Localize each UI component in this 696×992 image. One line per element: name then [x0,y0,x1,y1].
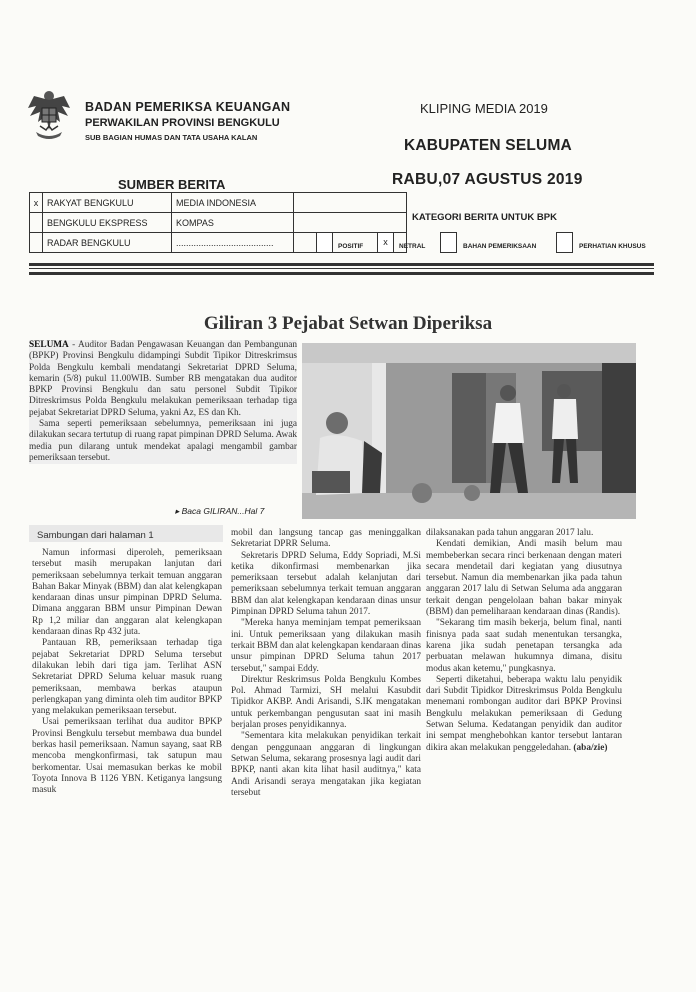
lead-paragraph: - Auditor Badan Pengawasan Keuangan dan Pembangunan (BPKP) Provinsi Bengkulu didampingi Subdit Tipikor Ditreskrimsus Polda Bengkulu kembali mendatangi Sekretariat DPRD Seluma, kemarin (5/8) pukul 11.00WIB. Sumber RB mengatakan dua auditor BPKP Provinsi Bengkulu dan satu personel Subdit Tipikor Ditreskrimsus Polda Bengkulu melakukan pemeriksaan terhadap tiga pejabat Sekretariat DPRD Seluma, yakni Az, ES dan Kh. [29,340,297,418]
garuda-emblem-logo [26,86,72,142]
category-title: KATEGORI BERITA UNTUK BPK [412,212,557,223]
body-paragraph: Kendati demikian, Andi masih belum mau membeberkan secara rinci berkenaan dengan materi secara mendetail dari kegiatan yang diusutnya tersebut. Namun dia membenarkan jika pada tahun anggaran 2017 lalu di Setwan Seluma ada anggaran terkait dengan pengelolaan bahan bakar minyak (BBM) dan pemeliharaan kendaraan dinas (Randis). [426,539,622,618]
article-byline: (aba/zie) [573,742,608,753]
divider-rule [29,263,654,266]
body-paragraph [426,675,622,754]
category-checkbox-khusus[interactable] [556,232,573,253]
category-checkbox-positif[interactable] [316,232,333,253]
source-row [30,193,407,213]
body-paragraph: dilaksanakan pada tahun anggaran 2017 lalu. [426,528,594,538]
category-label: PERHATIAN KHUSUS [579,243,646,250]
body-paragraph: Usai pemeriksaan terlihat dua auditor BPKP Provinsi Bengkulu tersebut membawa dua bundel berkas hasil pemeriksaan. Namun sayang, saat RB mencoba mengkonfirmasi, tak satupun mau berkomentar. Usai memasukan berkas ke mobil Toyota Innova B 1126 YBN. Ketiganya langsung masuk [32,717,222,796]
body-paragraph: Pantauan RB, pemeriksaan terhadap tiga pejabat Sekretariat DPRD Seluma tersebut dilakukan lebih dari tiga jam. Terlihat ASN Sekretariat DPRD Seluma keluar masuk ruang pemeriksaan, membawa berkas ataupun perlengkapan yang diminta oleh tim auditor BPKP yang melakukan pemeriksaan tersebut. [32,638,222,717]
body-paragraph: "Sekarang tim masih bekerja, belum final, nanti finisnya pada saat sudah menentukan tersangka, karena jika sudah penetapan tersangka ada perbuatan melawan hukumnya dimana, disitu modus akan ketemu," pungkasnya. [426,618,622,674]
source-name: MEDIA INDONESIA [172,193,294,213]
article-photo [302,343,636,519]
article-column-2 [231,528,421,799]
lead-paragraph: Sama seperti pemeriksaan sebelumnya, pemeriksaan ini juga dilakukan secara tertutup di ruang rapat pimpinan DPRD Seluma. Awak media pun dilarang untuk mendekat apalagi mengambil gambar pemeriksaan tersebut. [29,419,297,463]
category-label: NETRAL [399,243,426,250]
category-checkbox-bahan[interactable] [440,232,457,253]
source-blank [294,213,407,233]
article-dateline: SELUMA [29,340,69,350]
continued-from-label: Sambungan dari halaman 1 [37,530,154,541]
body-paragraph: Sekretaris DPRD Seluma, Eddy Sopriadi, M.Si ketika dikonfirmasi membenarkan jika pemeriksaan tersebut adalah kelanjutan dari pemeriksaan sebelumnya terkait temuan anggaran BBM dan alat kelengkapan kendaraan dinas unsur Pimpinan DPRD Seluma tahun 2017. [231,550,421,618]
source-blank [294,193,407,213]
source-checkbox[interactable]: x [30,193,43,213]
category-label: BAHAN PEMERIKSAAN [463,243,537,250]
body-paragraph-text: Seperti diketahui, beberapa waktu lalu penyidik dari Subdit Tipidkor Ditreskrimsus Polda Bengkulu menemani rombongan auditor dari BPKP Provinsi Bengkulu melakukan pemeriksaan di Gedung Setwan Seluma. Kedatangan penyidik dan auditor ini sempat menghebohkan kantor tersebut lantaran dikira akan melakukan penggeledahan. [426,674,622,753]
continued-reference-text: Baca GILIRAN...Hal 7 [181,506,265,516]
org-name: BADAN PEMERIKSA KEUANGAN [85,100,291,114]
article-headline: Giliran 3 Pejabat Setwan Diperiksa [203,313,493,334]
region-title: KABUPATEN SELUMA [404,137,572,154]
org-subdivision: SUB BAGIAN HUMAS DAN TATA USAHA KALAN [85,133,258,142]
article-column-1 [32,548,222,797]
category-checkbox-netral[interactable]: x [377,232,394,253]
source-name: RADAR BENGKULU [43,233,172,253]
category-label: POSITIF [338,243,364,250]
source-name: BENGKULU EKSPRESS [43,213,172,233]
body-paragraph: Direktur Reskrimsus Polda Bengkulu Kombes Pol. Ahmad Tarmizi, SH melalui Kasubdit Tipidkor AKBP. Andi Arisandi, S.IK mengatakan untuk perkembangan pengusutan saat ini masih berjalan proses penyidikannya. [231,674,421,731]
source-checkbox[interactable] [30,213,43,233]
source-name: RAKYAT BENGKULU [43,193,172,213]
body-paragraph: "Mereka hanya meminjam tempat pemeriksaan ini. Untuk pemeriksaan yang dilakukan masih terkait BBM dan alat kelengkapan kendaraan dinas unsur pimpinan DPRD Seluma tahun 2017 tersebut," sampai Eddy. [231,618,422,674]
clipping-date: RABU,07 AGUSTUS 2019 [392,171,583,188]
body-paragraph: mobil dan langsung tancap gas meninggalkan Sekretariat DPRR Seluma. [231,528,421,550]
divider-rule [29,268,654,269]
article-lead [29,340,297,464]
source-row [30,213,407,233]
body-paragraph: Namun informasi diperoleh, pemeriksaan tersebut masih merupakan lanjutan dari pemeriksaan sebelumnya terkait temuan anggaran Bahan Bakar Minyak (BBM) dan alat kelengkapan kendaraan dinas unsur pimpinan DPRD Seluma. Dimana anggaran BBM unsur Pimpinan Dewan Rp 1,2 miliar dan anggaran alat kelengkapan kendaraan dinas Rp 432 juta. [32,548,222,638]
source-checkbox[interactable] [30,233,43,253]
source-other-blank: ....................................... [172,233,294,253]
sources-title: SUMBER BERITA [118,177,226,192]
source-name: KOMPAS [172,213,294,233]
article-column-3 [426,528,622,754]
continued-reference: ▸ Baca GILIRAN...Hal 7 [175,506,265,516]
body-paragraph: "Sementara kita melakukan penyidikan terkait dengan penggunaan anggaran di lingkungan Setwan Seluma, sekarang prosesnya lagi audit dari BPKP, nanti akan kita lihat hasil auditnya," kata Andi Arisandi seraya mengatakan jika kegiatan tersebut [231,731,421,798]
kliping-title: KLIPING MEDIA 2019 [420,101,548,116]
divider-rule [29,272,654,275]
org-branch: PERWAKILAN PROVINSI BENGKULU [85,117,280,129]
